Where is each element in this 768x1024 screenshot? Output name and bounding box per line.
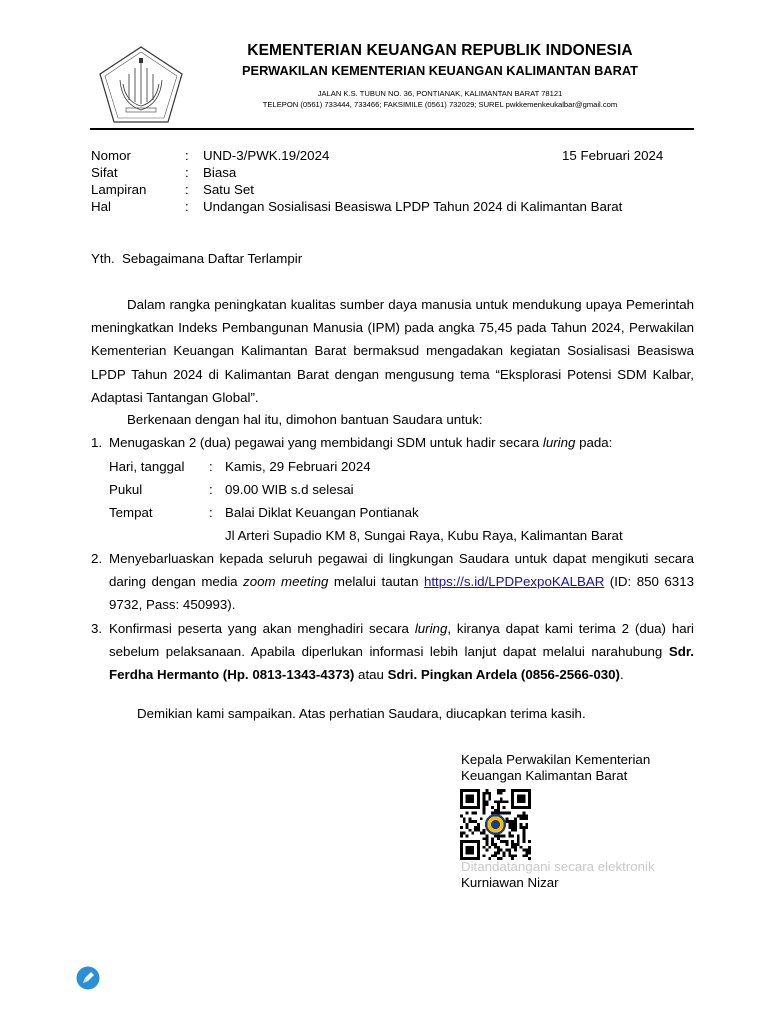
item-1-text: Menugaskan 2 (dua) pegawai yang membidangi SDM untuk hadir secara luring pada:: [109, 435, 613, 450]
ministry-title: KEMENTERIAN KEUANGAN REPUBLIK INDONESIA: [247, 42, 633, 59]
office-title: PERWAKILAN KEMENTERIAN KEUANGAN KALIMANTAN BARAT: [242, 63, 638, 78]
tempat-label: Tempat: [109, 505, 153, 520]
signatory-title-line-2: Keuangan Kalimantan Barat: [461, 768, 628, 783]
signatory-title-line-1: Kepala Perwakilan Kementerian: [461, 752, 651, 767]
signatory-name: Kurniawan Nizar: [461, 875, 559, 890]
pukul-label: Pukul: [109, 482, 143, 497]
qr-code-icon: [460, 789, 531, 860]
letter-date: 15 Februari 2024: [562, 148, 664, 163]
hari-value: Kamis, 29 Februari 2024: [225, 459, 371, 474]
item-3-emphasis: luring: [414, 621, 448, 636]
closing-paragraph: Demikian kami sampaikan. Atas perhatian Saudara, diucapkan terima kasih.: [137, 706, 586, 721]
lampiran-label: Lampiran: [91, 182, 147, 197]
item-2-text: Menyebarluaskan kepada seluruh pegawai di lingkungan Saudara untuk dapat mengikuti secara daring dengan media zoom meeting melalui tautan https://s.id/LPDPexpoKALBAR (ID: 850 6313 9732, Pass: 450993).: [109, 551, 694, 613]
body-paragraph-2: Berkenaan dengan hal itu, dimohon bantuan Saudara untuk:: [127, 412, 483, 427]
item-3-number: 3.: [91, 621, 103, 636]
item-3-text: Konfirmasi peserta yang akan menghadiri secara luring, kiranya dapat kami terima 2 (dua) hari sebelum pelaksanaan. Apabila diperlukan informasi lebih lanjut dapat melalui narahubung Sdr. Ferdha Hermanto (Hp. 0813-1343-4373) atau Sdri. Pingkan Ardela (0856-2566-030).: [109, 621, 694, 683]
office-address: JALAN K.S. TUBUN NO. 36, PONTIANAK, KALIMANTAN BARAT 78121: [317, 89, 563, 98]
contact-person-1: Sdr. Ferdha Hermanto (Hp. 0813-1343-4373): [109, 644, 694, 683]
tempat-address: Jl Arteri Supadio KM 8, Sungai Raya, Kubu Raya, Kalimantan Barat: [225, 528, 623, 543]
sifat-value: Biasa: [203, 165, 237, 180]
colon: :: [185, 148, 189, 163]
nomor-value: UND-3/PWK.19/2024: [203, 148, 330, 163]
colon: :: [209, 482, 213, 497]
pen-badge-icon[interactable]: [76, 966, 100, 990]
item-1-number: 1.: [91, 435, 103, 450]
body-paragraph-1: Dalam rangka peningkatan kualitas sumber daya manusia untuk mendukung upaya Pemerintah meningkatkan Indeks Pembangunan Manusia (IPM) pada angka 75,45 pada Tahun 2024, Perwakilan Kementerian Keuangan Kalimantan Barat bermaksud mengadakan kegiatan Sosialisasi Beasiswa LPDP Tahun 2024 di Kalimantan Barat dengan mengusung tema “Eksplorasi Potensi SDM Kalbar, Adaptasi Tantangan Global”.: [91, 297, 694, 405]
pukul-value: 09.00 WIB s.d selesai: [225, 482, 354, 497]
kemenkeu-logo-icon: [96, 44, 186, 126]
letterhead-divider: [90, 128, 694, 130]
tempat-value: Balai Diklat Keuangan Pontianak: [225, 505, 419, 520]
lampiran-value: Satu Set: [203, 182, 255, 197]
hari-label: Hari, tanggal: [109, 459, 185, 474]
sifat-label: Sifat: [91, 165, 118, 180]
hal-value: Undangan Sosialisasi Beasiswa LPDP Tahun 2024 di Kalimantan Barat: [203, 199, 623, 214]
item-2-emphasis: zoom meeting: [243, 574, 329, 590]
nomor-label: Nomor: [91, 148, 131, 163]
colon: :: [209, 459, 213, 474]
esign-note: Ditandatangani secara elektronik: [461, 859, 655, 874]
colon: :: [185, 182, 189, 197]
colon: :: [185, 165, 189, 180]
addressee: [91, 250, 302, 267]
colon: :: [185, 199, 189, 214]
item-1-emphasis: luring: [542, 435, 576, 450]
contact-person-2: Sdri. Pingkan Ardela (0856-2566-030): [387, 667, 620, 683]
zoom-link[interactable]: https://s.id/LPDPexpoKALBAR: [423, 574, 605, 590]
office-contact: TELEPON (0561) 733444, 733466; FAKSIMILE (0561) 732029; SUREL pwkkemenkeukalbar@gmail.com: [262, 100, 618, 109]
hal-label: Hal: [91, 199, 111, 214]
addressee-text: Sebagaimana Daftar Terlampir: [122, 251, 303, 266]
addressee-prefix: Yth.: [91, 251, 115, 266]
item-2-number: 2.: [91, 551, 103, 566]
colon: :: [209, 505, 213, 520]
